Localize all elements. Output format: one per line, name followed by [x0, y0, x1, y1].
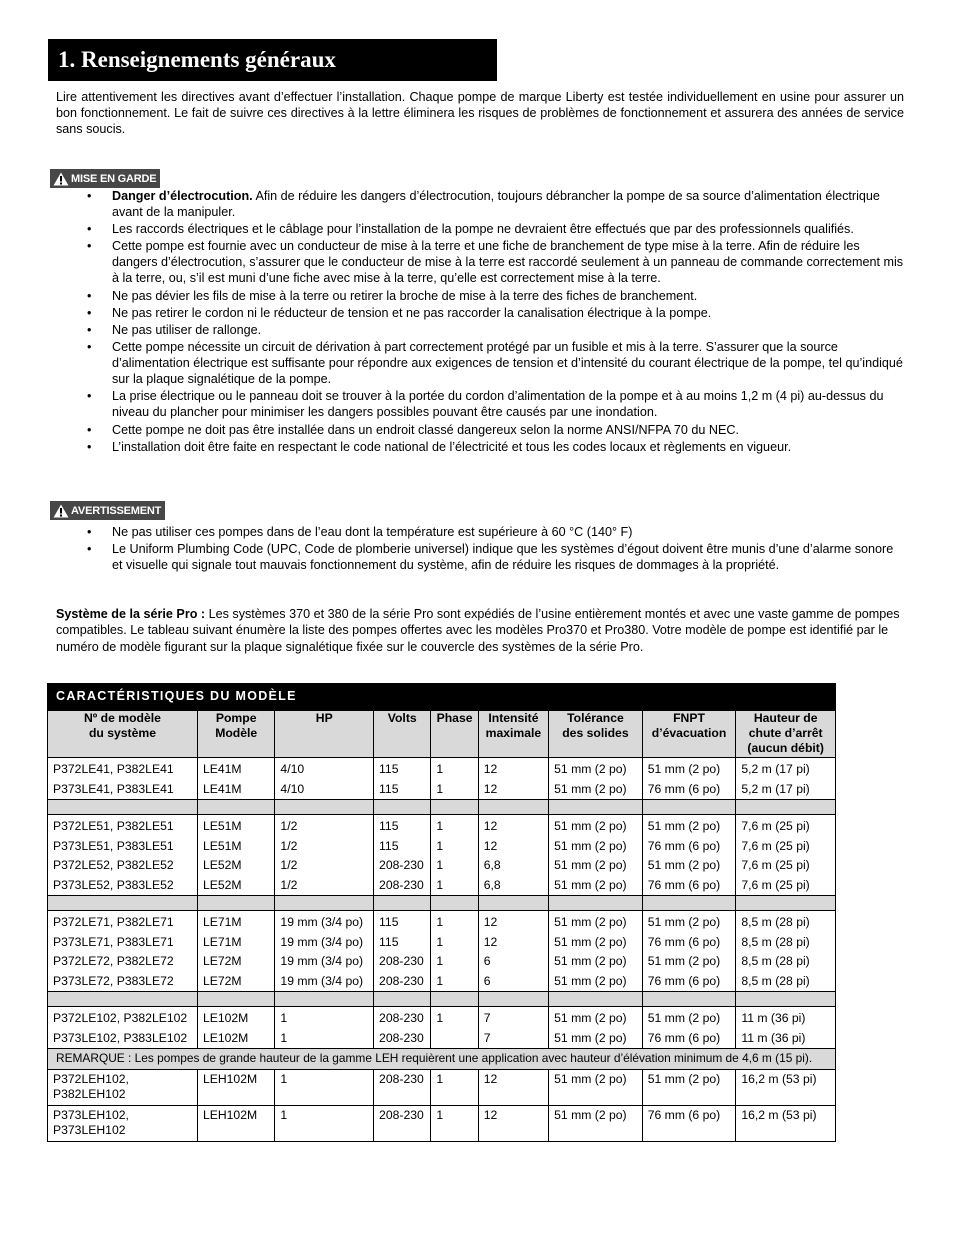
bullet-icon: • — [87, 340, 92, 355]
cell-value: 51 mm (2 po) — [554, 877, 627, 892]
cell-value: 7,6 m (25 pi) — [741, 858, 810, 872]
cell-value: 51 mm (2 po) — [554, 819, 627, 833]
cell-value: 51 mm (2 po) — [647, 762, 721, 776]
table-cell: 1 — [275, 1106, 374, 1142]
cell-value: P373LE71, P383LE71 — [53, 934, 174, 949]
bullet-icon: • — [87, 288, 92, 303]
table-cell — [197, 911, 274, 992]
table-note-row — [48, 1049, 836, 1070]
table-row — [48, 1106, 836, 1142]
cell-value: 115 — [379, 819, 399, 833]
table-cell — [48, 758, 198, 800]
cell-value: 1 — [280, 1030, 288, 1045]
section-title: 1. Renseignements généraux — [58, 47, 336, 72]
cell-value: LE52M — [202, 858, 242, 872]
table-cell — [275, 758, 374, 800]
cell-value: 51 mm (2 po) — [554, 1030, 627, 1045]
cell-value: LE41M — [202, 781, 242, 796]
cell-value: 6 — [483, 954, 491, 968]
cell-value: P373LE41, P383LE41 — [53, 781, 174, 796]
table-cell: 16,2 m (53 pi) — [736, 1070, 836, 1106]
cell-value: LE52M — [202, 877, 242, 892]
table-cell — [642, 758, 736, 800]
cell-value: 51 mm (2 po) — [554, 934, 627, 949]
cell-value: 51 mm (2 po) — [554, 1011, 627, 1025]
list-item-text: Ne pas utiliser de rallonge. — [112, 322, 262, 337]
cell-value: P372LE71, P382LE71 — [53, 915, 174, 929]
cell-value: 76 mm (6 po) — [647, 877, 721, 892]
cell-value: 7 — [483, 1030, 491, 1045]
bullet-icon: • — [87, 322, 92, 337]
group-separator — [48, 800, 836, 815]
cell-value: 1/2 — [280, 838, 298, 853]
list-item-text: Ne pas utiliser ces pompes dans de l’eau dont la température est supérieure à 60 °C (140° F) — [112, 525, 633, 539]
cell-value: 19 mm (3/4 po) — [280, 973, 364, 988]
cell-value: 7,6 m (25 pi) — [741, 819, 810, 833]
cell-value: 208-230 — [379, 1030, 424, 1045]
table-title: CARACTÉRISTIQUES DU MODÈLE — [48, 684, 836, 711]
pro-series-paragraph — [56, 606, 904, 655]
list-item — [56, 524, 904, 540]
cell-value: LE102M — [202, 1011, 249, 1025]
caution-badge-label: MISE EN GARDE — [71, 172, 157, 185]
cell-value: 19 mm (3/4 po) — [280, 915, 364, 929]
table-body — [48, 758, 836, 1142]
list-item — [56, 322, 904, 338]
cell-value: 1/2 — [280, 819, 298, 833]
cell-value: 208-230 — [379, 1011, 424, 1025]
table-cell — [374, 758, 431, 800]
bullet-icon: • — [87, 422, 92, 437]
caution-badge — [50, 169, 160, 188]
cell-value: 51 mm (2 po) — [554, 973, 627, 988]
column-header: Pompe Modèle — [197, 711, 274, 758]
cell-value: 208-230 — [379, 954, 424, 968]
cell-value: 51 mm (2 po) — [554, 858, 627, 872]
cell-value: 76 mm (6 po) — [647, 934, 721, 949]
table-cell: 12 — [478, 1070, 548, 1106]
table-cell — [642, 911, 736, 992]
cell-value: 51 mm (2 po) — [647, 954, 721, 968]
list-item-text: Les raccords électriques et le câblage pour l’installation de la pompe ne devraient être effectués que par des professionnels qualifiés. — [112, 222, 854, 237]
cell-value: 51 mm (2 po) — [554, 762, 627, 776]
list-item — [56, 541, 904, 573]
cell-value: 4/10 — [280, 781, 305, 796]
table-header-row — [48, 711, 836, 758]
list-item — [56, 305, 904, 321]
cell-value: 51 mm (2 po) — [554, 838, 627, 853]
cell-value: P372LE52, P382LE52 — [53, 858, 174, 872]
cell-value: 1 — [436, 1011, 444, 1025]
cell-value: LE51M — [202, 838, 242, 853]
table-row-group — [48, 1007, 836, 1049]
cell-value: LE41M — [202, 762, 242, 776]
warning-badge-label: AVERTISSEMENT — [71, 504, 162, 517]
cell-value: 51 mm (2 po) — [647, 1011, 721, 1025]
bullet-icon: • — [87, 305, 92, 320]
cell-value: 51 mm (2 po) — [554, 954, 627, 968]
cell-value: 1 — [436, 762, 444, 776]
cell-value: 6 — [483, 973, 491, 988]
table-cell — [642, 1007, 736, 1049]
cell-value: LE102M — [202, 1030, 249, 1045]
list-item-text: Cette pompe est fournie avec un conducteur de mise à la terre et une fiche de branchement de type mise à la terre. Afin de réduire les dangers d’électrocution, s’assurer que le conducteur de mise à la terre est raccordé seulement à un panneau de commande correctement mis à la terre, ou, s’il est muni d’une fiche avec mise à la terre, qu’elle est correctement mise à la terre. — [112, 239, 904, 286]
table-cell — [549, 758, 643, 800]
cell-value: 5,2 m (17 pi) — [741, 781, 810, 796]
cell-value: 1 — [436, 973, 444, 988]
table-cell: 12 — [478, 1106, 548, 1142]
list-item-text: L’installation doit être faite en respectant le code national de l’électricité et tous les codes locaux et règlements en vigueur. — [112, 439, 792, 454]
table-cell — [48, 1007, 198, 1049]
table-cell — [197, 815, 274, 896]
table-cell: LEH102M — [197, 1106, 274, 1142]
intro-paragraph: Lire attentivement les directives avant d’effectuer l’installation. Chaque pompe de marque Liberty est testée individuellement en usine pour assurer un bon fonctionnement. Le fait de suivre ces directives à la lettre éliminera les risques de problèmes de fonctionnement et assurera des années de service sans soucis. — [56, 90, 904, 136]
cell-value: LE51M — [202, 819, 242, 833]
table-cell: 208-230 — [374, 1106, 431, 1142]
cell-value: 1 — [436, 877, 444, 892]
list-item — [56, 439, 904, 455]
cell-value: 1 — [436, 838, 444, 853]
table-cell — [374, 1007, 431, 1049]
column-header: HP — [275, 711, 374, 758]
column-header: Intensité maximale — [478, 711, 548, 758]
table-cell — [549, 911, 643, 992]
table-row-group — [48, 758, 836, 800]
warning-triangle-icon — [53, 504, 69, 518]
cell-value: 1 — [436, 954, 444, 968]
table-cell — [549, 815, 643, 896]
cell-value: 208-230 — [379, 973, 424, 988]
cell-value: 76 mm (6 po) — [647, 781, 721, 796]
table-cell: 51 mm (2 po) — [549, 1070, 643, 1106]
table-cell — [197, 1007, 274, 1049]
bullet-icon: • — [87, 239, 92, 254]
cell-value: 51 mm (2 po) — [647, 858, 721, 872]
column-header: Phase — [431, 711, 478, 758]
warning-triangle-icon — [53, 172, 69, 186]
model-spec-table — [47, 683, 836, 1142]
cell-value: P372LE72, P382LE72 — [53, 954, 174, 968]
list-item-text: Ne pas dévier les fils de mise à la terre ou retirer la broche de mise à la terre des fiches de branchement. — [112, 288, 698, 303]
table-cell: P372LEH102, P382LEH102 — [48, 1070, 198, 1106]
table-cell: 51 mm (2 po) — [549, 1106, 643, 1142]
cell-value: P373LE72, P383LE72 — [53, 973, 174, 988]
bullet-icon: • — [87, 389, 92, 404]
cell-value: 76 mm (6 po) — [647, 1030, 721, 1045]
group-separator — [48, 896, 836, 911]
cell-value: 6,8 — [483, 877, 501, 892]
table-row-group — [48, 815, 836, 896]
cell-value: 12 — [483, 838, 498, 853]
cell-value: P373LE102, P383LE102 — [53, 1030, 188, 1045]
cell-value: 12 — [483, 915, 498, 929]
table-cell: 16,2 m (53 pi) — [736, 1106, 836, 1142]
cell-value: 115 — [379, 838, 399, 853]
table-cell: 208-230 — [374, 1070, 431, 1106]
cell-value: 12 — [483, 762, 498, 776]
table-cell — [736, 911, 836, 992]
cell-value: 11 m (36 pi) — [741, 1030, 806, 1045]
cell-value: 8,5 m (28 pi) — [741, 954, 810, 968]
list-item-text: Le Uniform Plumbing Code (UPC, Code de plomberie universel) indique que les systèmes d’égout doivent être munis d’une d’alarme sonore et visuelle qui signale tout mauvais fonctionnement du système, afin de réduire les risques de dommages à la propriété. — [112, 542, 894, 573]
cell-value: 8,5 m (28 pi) — [741, 934, 810, 949]
cell-value: 208-230 — [379, 858, 424, 872]
cell-value: 12 — [483, 781, 498, 796]
column-header: Nº de modèle du système — [48, 711, 198, 758]
cell-value: 1/2 — [280, 877, 298, 892]
cell-value: 12 — [483, 934, 498, 949]
list-item — [56, 238, 904, 286]
cell-value: 51 mm (2 po) — [554, 915, 627, 929]
table-cell: P373LEH102, P373LEH102 — [48, 1106, 198, 1142]
column-header: Tolérance des solides — [549, 711, 643, 758]
warning-badge — [50, 501, 165, 520]
cell-value: P372LE51, P382LE51 — [53, 819, 174, 833]
cell-value: 51 mm (2 po) — [647, 819, 721, 833]
cell-value: 76 mm (6 po) — [647, 973, 721, 988]
cell-value: 208-230 — [379, 877, 424, 892]
cell-value: 115 — [379, 781, 399, 796]
cell-value: 19 mm (3/4 po) — [280, 954, 364, 968]
cell-value: 7 — [483, 1011, 491, 1025]
table-cell: 1 — [275, 1070, 374, 1106]
cell-value: 7,6 m (25 pi) — [741, 877, 810, 892]
list-item-text: Cette pompe nécessite un circuit de dérivation à part correctement protégé par un fusible et mis à la terre. S’assurer que la source d’alimentation électrique est suffisante pour répondre aux exigences de tension et d’intensité du courant électrique de la pompe, tel qu’indiqué sur la plaque signalétique de la pompe. — [112, 340, 903, 387]
table-row — [48, 1070, 836, 1106]
bullet-icon: • — [87, 525, 92, 539]
cell-value: P373LE51, P383LE51 — [53, 838, 174, 853]
table-cell — [736, 758, 836, 800]
list-item — [56, 188, 904, 220]
cell-value: 51 mm (2 po) — [554, 781, 627, 796]
bullet-icon: • — [87, 222, 92, 237]
table-cell — [549, 1007, 643, 1049]
cell-value: 51 mm (2 po) — [647, 915, 721, 929]
cell-value: 19 mm (3/4 po) — [280, 934, 364, 949]
table-cell — [275, 911, 374, 992]
cell-value: 1 — [280, 1011, 288, 1025]
cell-value: P372LE102, P382LE102 — [53, 1011, 188, 1025]
cell-value: 7,6 m (25 pi) — [741, 838, 810, 853]
list-item — [56, 388, 904, 420]
table-cell — [197, 758, 274, 800]
table-cell — [431, 911, 478, 992]
cell-value: P373LE52, P383LE52 — [53, 877, 174, 892]
table-cell — [736, 1007, 836, 1049]
table-cell: 76 mm (6 po) — [642, 1106, 736, 1142]
table-cell — [478, 758, 548, 800]
pro-series-text: Les systèmes 370 et 380 de la série Pro sont expédiés de l’usine entièrement montés et avec une vaste gamme de pompes compatibles. Le tableau suivant énumère la liste des pompes offertes avec les modèles Pro370 et Pro380. Votre modèle de pompe est identifié par le numéro de modèle figurant sur la plaque signalétique fixée sur le couvercle des systèmes de la série Pro. — [56, 607, 900, 654]
table-cell — [736, 815, 836, 896]
table-cell — [642, 815, 736, 896]
cell-value: 1 — [436, 858, 444, 872]
cell-value: 4/10 — [280, 762, 305, 776]
table-cell — [275, 815, 374, 896]
cell-value: 76 mm (6 po) — [647, 838, 721, 853]
table-cell — [431, 815, 478, 896]
cell-value: 1 — [436, 819, 444, 833]
cell-value: 11 m (36 pi) — [741, 1011, 806, 1025]
cell-value: 12 — [483, 819, 498, 833]
table-cell — [275, 1007, 374, 1049]
table-cell — [431, 1007, 478, 1049]
cell-value: P372LE41, P382LE41 — [53, 762, 174, 776]
table-note: REMARQUE : Les pompes de grande hauteur de la gamme LEH requièrent une application avec hauteur d’élévation minimum de 4,6 m (15 pi). — [48, 1049, 836, 1070]
bullet-icon: • — [87, 542, 92, 557]
table-cell — [48, 911, 198, 992]
table-cell — [431, 758, 478, 800]
table-cell — [478, 1007, 548, 1049]
pro-series-bold: Système de la série Pro : — [56, 607, 206, 621]
caution-list — [56, 188, 904, 456]
list-item — [56, 422, 904, 438]
list-item-text: Cette pompe ne doit pas être installée dans un endroit classé dangereux selon la norme ANSI/NFPA 70 du NEC. — [112, 422, 740, 437]
group-separator — [48, 992, 836, 1007]
table-row-group — [48, 911, 836, 992]
column-header: FNPT d’évacuation — [642, 711, 736, 758]
list-item-text: Afin de réduire les dangers d’électrocution, toujours débrancher la pompe de sa source d’alimentation électrique avant de la manipuler. — [112, 189, 880, 219]
cell-value: 1 — [436, 934, 444, 949]
list-item — [56, 221, 904, 237]
column-header: Hauteur de chute d’arrêt (aucun débit) — [736, 711, 836, 758]
list-item — [56, 288, 904, 304]
cell-value: 8,5 m (28 pi) — [741, 973, 810, 988]
bullet-icon: • — [87, 439, 92, 454]
table-cell — [374, 911, 431, 992]
list-item-text: Ne pas retirer le cordon ni le réducteur de tension et ne pas raccorder la canalisation électrique à la pompe. — [112, 305, 712, 320]
list-item-text: La prise électrique ou le panneau doit se trouver à la portée du cordon d’alimentation de la pompe et à au moins 1,2 m (4 pi) au-dessus du niveau du plancher pour minimiser les dangers possibles pouvant être causés par une inondation. — [112, 389, 884, 420]
table-cell: 1 — [431, 1106, 478, 1142]
cell-value: LE71M — [202, 934, 242, 949]
table-cell: LEH102M — [197, 1070, 274, 1106]
table-cell — [478, 815, 548, 896]
cell-value — [436, 1029, 477, 1049]
cell-value: 5,2 m (17 pi) — [741, 762, 810, 776]
cell-value: 1 — [436, 915, 444, 929]
cell-value: LE71M — [202, 915, 242, 929]
list-item — [56, 339, 904, 387]
table-cell — [48, 815, 198, 896]
cell-value: LE72M — [202, 954, 242, 968]
table-cell — [374, 815, 431, 896]
table-cell: 51 mm (2 po) — [642, 1070, 736, 1106]
column-header: Volts — [374, 711, 431, 758]
warning-list — [56, 524, 904, 574]
cell-value: 6,8 — [483, 858, 501, 872]
cell-value: 115 — [379, 915, 399, 929]
bullet-icon: • — [87, 189, 92, 203]
list-item-bold: Danger d’électrocution. — [112, 189, 253, 203]
cell-value: 8,5 m (28 pi) — [741, 915, 810, 929]
table-cell — [478, 911, 548, 992]
table-cell: 1 — [431, 1070, 478, 1106]
cell-value: LE72M — [202, 973, 242, 988]
cell-value: 1/2 — [280, 858, 298, 872]
cell-value: 1 — [436, 781, 444, 796]
cell-value: 115 — [379, 934, 399, 949]
section-title-bar — [48, 39, 497, 81]
cell-value: 115 — [379, 762, 399, 776]
